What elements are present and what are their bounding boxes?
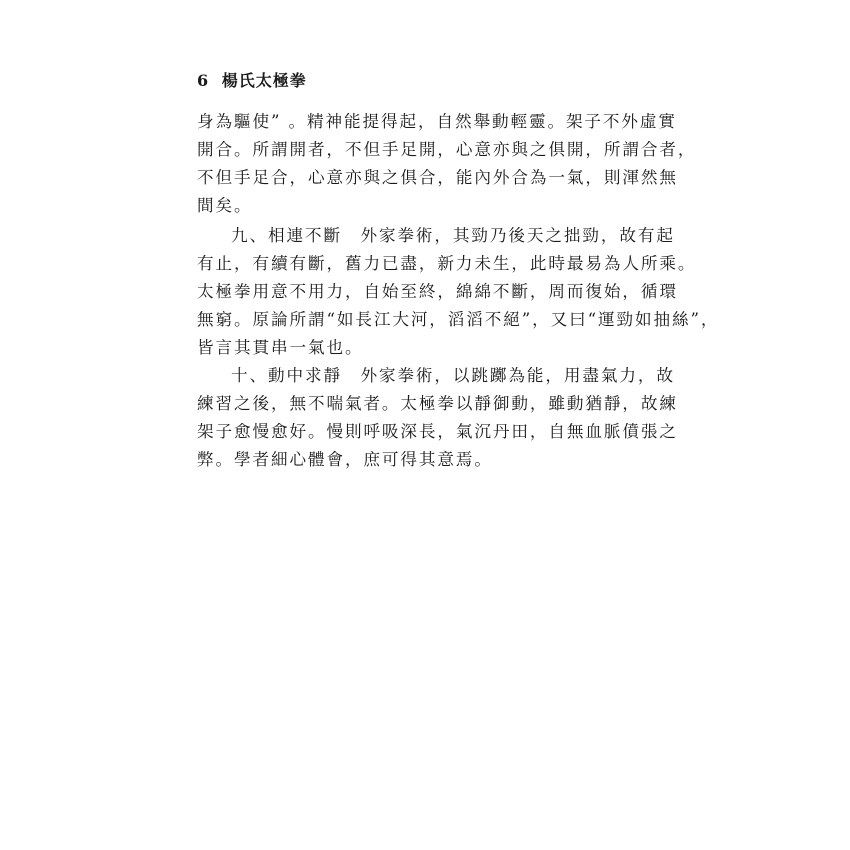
- text-line: 練習之後，無不喘氣者。太極拳以靜御動，雖動猶靜，故練: [197, 394, 678, 413]
- paragraph-ten-first-line: 十、動中求靜 外家拳術，以跳躑為能，用盡氣力，故: [231, 366, 675, 385]
- page-number: 6: [197, 71, 210, 90]
- text-line: 皆言其貫串一氣也。: [197, 338, 364, 357]
- paragraph-nine-first-line: 九、相連不斷 外家拳術，其勁乃後天之拙勁，故有起: [231, 226, 675, 245]
- text-line: 間矣。: [197, 196, 253, 215]
- text-line: 開合。所謂開者，不但手足開，心意亦與之俱開，所謂合者，: [197, 140, 697, 159]
- text-line: 架子愈慢愈好。慢則呼吸深長，氣沉丹田，自無血脈僨張之: [197, 422, 678, 441]
- text-line: 有止，有續有斷，舊力已盡，新力未生，此時最易為人所乘。: [197, 254, 697, 273]
- text-line: 無窮。原論所謂“如長江大河，滔滔不絕”，又曰“運勁如抽絲”，: [197, 310, 720, 329]
- text-line: 弊。學者細心體會，庶可得其意焉。: [197, 450, 493, 469]
- running-header: [197, 68, 307, 91]
- book-title: 楊氏太極拳: [221, 71, 307, 90]
- text-line: 身為驅使” 。精神能提得起，自然舉動輕靈。架子不外虛實: [197, 112, 677, 131]
- text-line: 太極拳用意不用力，自始至終，綿綿不斷，周而復始，循環: [197, 282, 678, 301]
- text-line: 不但手足合，心意亦與之俱合，能內外合為一氣，則渾然無: [197, 168, 678, 187]
